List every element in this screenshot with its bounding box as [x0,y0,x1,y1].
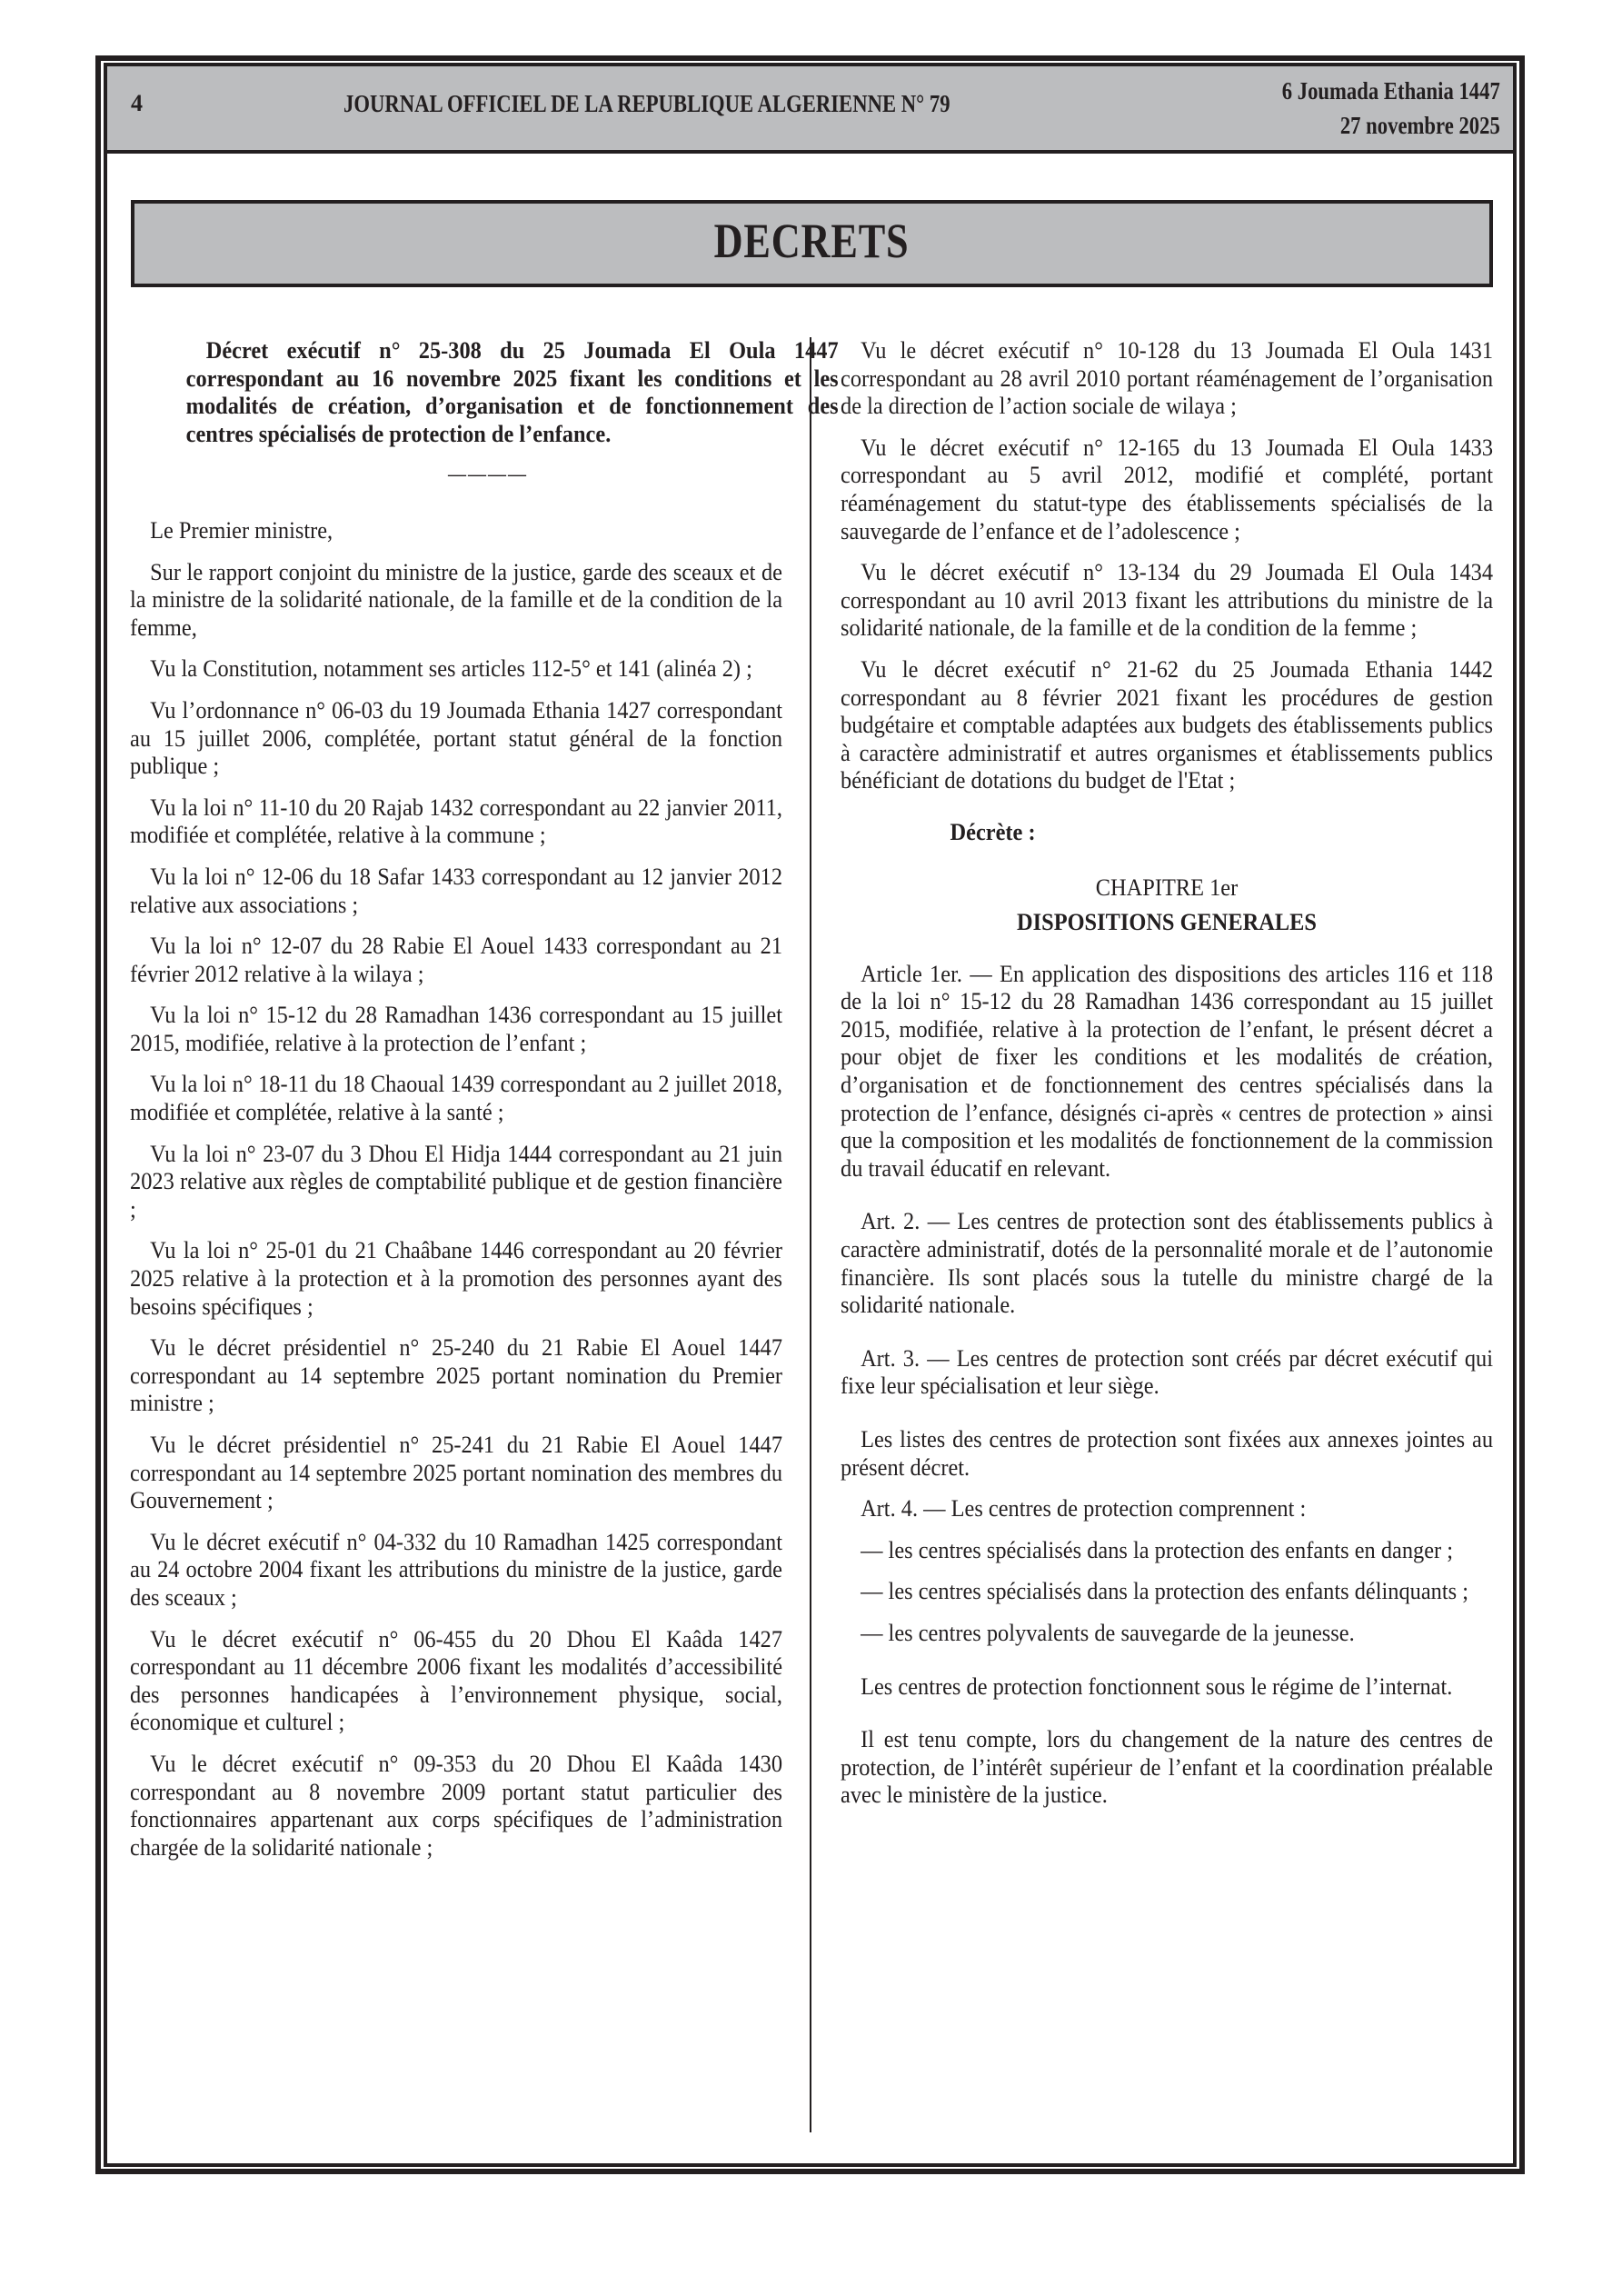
issue-date [1240,74,1500,143]
list-item: — les centres spécialisés dans la protection des enfants en danger ; [861,1535,1454,1563]
visa-paragraph: Le Premier ministre, [150,515,333,544]
visa-paragraph: Vu la Constitution, notamment ses articles 112-5° et 141 (alinéa 2) ; [150,654,752,683]
visa-paragraph: Vu le décret présidentiel n° 25-241 du 21 Rabie El Aouel 1447 correspondant au 14 septembre 2025 portant nomination des membres du Gouvernement ; [130,1431,783,1514]
column-divider [810,337,811,2132]
article-paragraph: Article 1er. — En application des dispositions des articles 116 et 118 de la loi n° 15-12 du 28 Ramadhan 1436 correspondant au 15 juillet 2015, modifiée, relative à la protection de l’enfant, le présent décret a pour objet de fixer les conditions et les modalités de création, d’organisation et de fonctionnement des centres spécialisés dans la protection de l’enfance, désignés ci-après « centres de protection » ainsi que la composition et les modalités de fonctionnement de la commission du travail éducatif en relevant. [841,959,1494,1182]
visa-paragraph: Vu l’ordonnance n° 06-03 du 19 Joumada Ethania 1427 correspondant au 15 juillet 2006, complétée, portant statut général de la fonction publique ; [130,695,783,780]
visa-paragraph: Vu le décret présidentiel n° 25-240 du 21 Rabie El Aouel 1447 correspondant au 14 septembre 2025 portant nomination du Premier ministre ; [130,1333,783,1417]
journal-title: JOURNAL OFFICIEL DE LA REPUBLIQUE ALGERIENNE N° 79 [343,90,950,117]
chapter-title: DISPOSITIONS GENERALES [1017,908,1317,936]
visa-paragraph: Vu le décret exécutif n° 09-353 du 20 Dhou El Kaâda 1430 correspondant au 8 novembre 2009 portant statut particulier des fonctionnaires appartenant aux corps spécifiques de l’administration chargée de la solidarité nationale ; [130,1749,783,1861]
list-item: — les centres polyvalents de sauvegarde de la jeunesse. [861,1618,1355,1646]
title-separator: ———— [448,464,528,485]
visa-paragraph: Sur le rapport conjoint du ministre de la justice, garde des sceaux et de la ministre de la solidarité nationale, de la famille et de la condition de la femme, [130,557,783,641]
visa-paragraph: Vu le décret exécutif n° 06-455 du 20 Dhou El Kaâda 1427 correspondant au 11 décembre 2006 fixant les modalités d’accessibilité des personnes handicapées à l’environnement physique, social, économique et culturel ; [130,1624,783,1736]
visa-paragraph: Vu la loi n° 25-01 du 21 Chaâbane 1446 correspondant au 20 février 2025 relative à la protection et à la promotion des personnes ayant des besoins spécifiques ; [130,1236,783,1320]
chapter-label: CHAPITRE 1er [1095,873,1239,901]
decrete-heading: Décrète : [950,817,1036,845]
article-paragraph: Art. 3. — Les centres de protection sont créés par décret exécutif qui fixe leur spécialisation et leur siège. [841,1343,1494,1400]
visa-paragraph: Vu le décret exécutif n° 04-332 du 10 Ramadhan 1425 correspondant au 24 octobre 2004 fixant les attributions du ministre de la justice, garde des sceaux ; [130,1527,783,1611]
page-number: 4 [131,90,143,116]
section-banner [131,200,1493,287]
issue-date-gregorian: 27 novembre 2025 [1340,112,1500,139]
article-paragraph: Il est tenu compte, lors du changement de la nature des centres de protection, de l’intérêt supérieur de l’enfant et la coordination préalable avec le ministère de la justice. [841,1725,1494,1809]
article-paragraph: Les centres de protection fonctionnent sous le régime de l’internat. [861,1672,1453,1700]
visa-paragraph: Vu la loi n° 18-11 du 18 Chaoual 1439 correspondant au 2 juillet 2018, modifiée et complétée, relative à la santé ; [130,1070,783,1126]
right-column [841,336,1493,1822]
list-item: — les centres spécialisés dans la protection des enfants délinquants ; [861,1577,1468,1605]
article-paragraph: Les listes des centres de protection sont fixées aux annexes jointes au présent décret. [841,1425,1494,1481]
visa-paragraph: Vu la loi n° 23-07 du 3 Dhou El Hidja 1444 correspondant au 21 juin 2023 relative aux règles de comptabilité publique et de gestion financière ; [130,1139,783,1223]
visa-paragraph: Vu la loi n° 12-07 du 28 Rabie El Aouel 1433 correspondant au 21 février 2012 relative à la wilaya ; [130,932,783,987]
decree-title: Décret exécutif n° 25-308 du 25 Joumada El Oula 1447 correspondant au 16 novembre 2025 fixant les conditions et les modalités de création, d’organisation et de fonctionnement des centres spécialisés de protection de l’enfance. [185,336,839,447]
section-title: DECRETS [714,214,910,268]
visa-paragraph: Vu le décret exécutif n° 12-165 du 13 Joumada El Oula 1433 correspondant au 5 avril 2012, modifié et complété, portant réaménagement du statut-type des établissements spécialisés de la sauvegarde de l’enfance et de l’adolescence ; [841,433,1494,544]
visa-paragraph: Vu la loi n° 12-06 du 18 Safar 1433 correspondant au 12 janvier 2012 relative aux associations ; [130,862,783,918]
journal-header [107,66,1513,154]
left-column [130,336,839,1874]
visa-paragraph: Vu le décret exécutif n° 13-134 du 29 Joumada El Oula 1434 correspondant au 10 avril 2013 fixant les attributions du ministre de la solidarité nationale, de la famille et de la condition de la femme ; [841,558,1494,642]
visa-paragraph: Vu la loi n° 15-12 du 28 Ramadhan 1436 correspondant au 15 juillet 2015, modifiée, relative à la protection de l’enfant ; [130,1001,783,1056]
visa-paragraph: Vu le décret exécutif n° 10-128 du 13 Joumada El Oula 1431 correspondant au 28 avril 2010 portant réaménagement de l’organisation de la direction de l’action sociale de wilaya ; [841,336,1494,420]
visa-paragraph: Vu le décret exécutif n° 21-62 du 25 Joumada Ethania 1442 correspondant au 8 février 2021 fixant les procédures de gestion budgétaire et comptable adaptées aux budgets des établissements publics à caractère administratif et autres organismes et établissements publics bénéficiant de dotations du budget de l'Etat ; [841,654,1494,794]
visa-paragraph: Vu la loi n° 11-10 du 20 Rajab 1432 correspondant au 22 janvier 2011, modifiée et complétée, relative à la commune ; [130,793,783,849]
article-paragraph: Art. 2. — Les centres de protection sont des établissements publics à caractère administratif, dotés de la personnalité morale et de l’autonomie financière. Ils sont placés sous la tutelle du ministre chargé de la solidarité nationale. [841,1207,1494,1319]
issue-date-hijri: 6 Joumada Ethania 1447 [1281,77,1500,105]
article-paragraph: Art. 4. — Les centres de protection comprennent : [861,1494,1307,1522]
